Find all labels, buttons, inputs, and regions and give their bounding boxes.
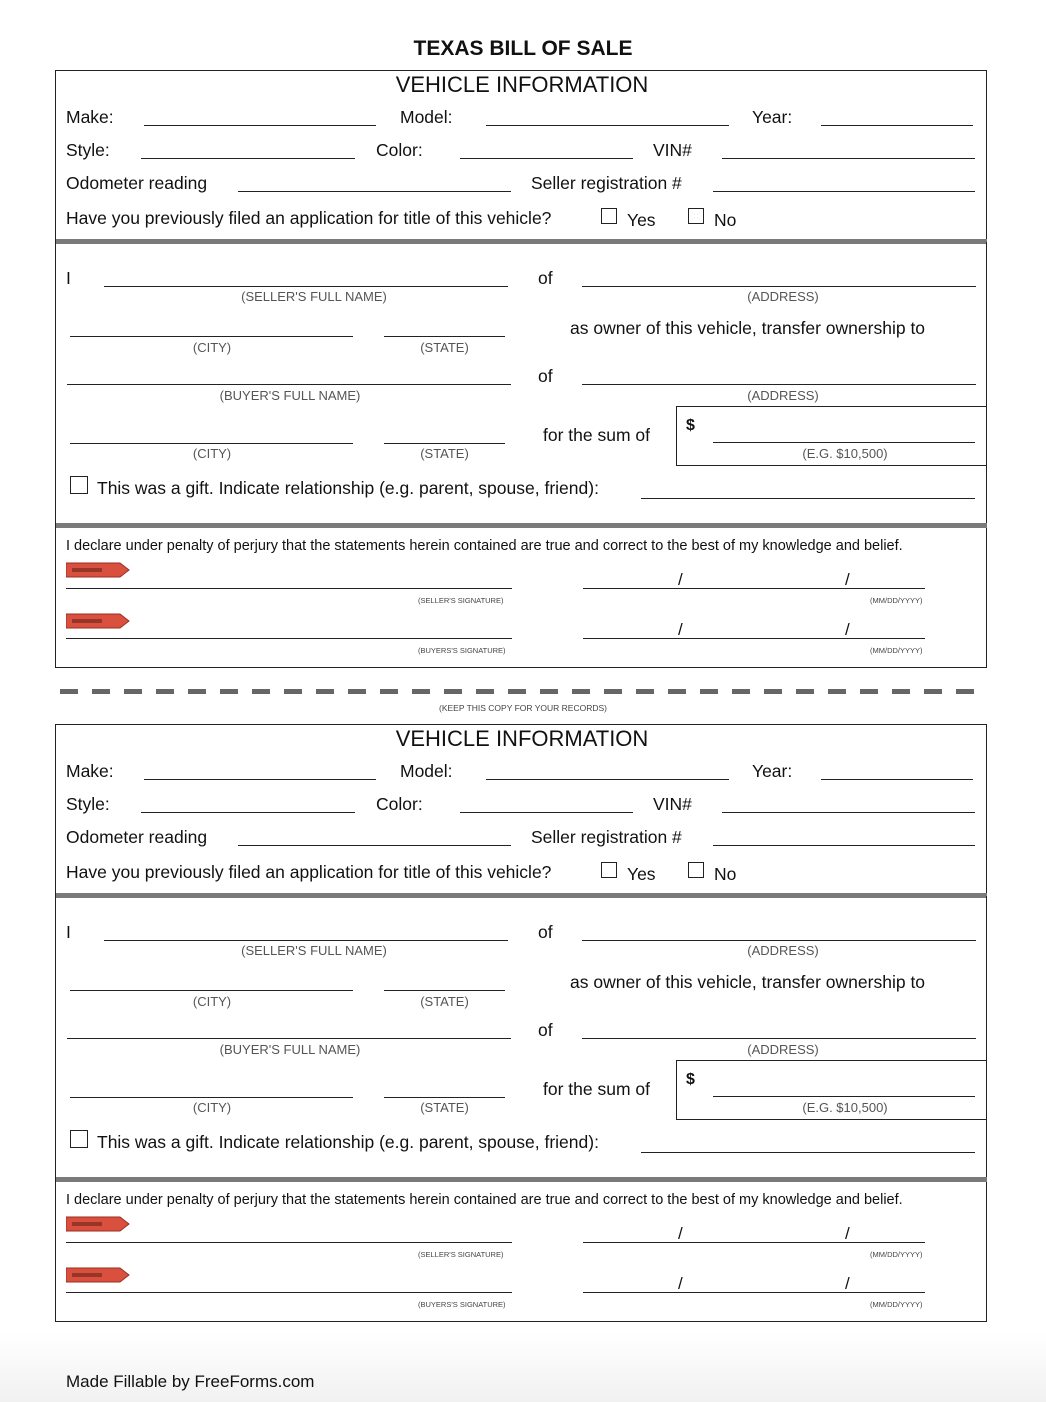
model-field[interactable] [486, 779, 729, 780]
vin-field[interactable] [722, 158, 975, 159]
buyer-address-field[interactable] [582, 1038, 976, 1039]
of-label-buyer: of [538, 366, 553, 386]
buyer-address-caption: (ADDRESS) [747, 1042, 819, 1057]
declaration-section [55, 528, 987, 668]
buyer-state-field[interactable] [384, 443, 505, 444]
odometer-field[interactable] [238, 845, 511, 846]
title-question: Have you previously filed an application for title of this vehicle? [66, 862, 552, 882]
transfer-section [55, 242, 987, 528]
seller-name-caption: (SELLER'S FULL NAME) [241, 289, 387, 304]
make-label: Make: [66, 761, 114, 781]
seller-signature-caption: (SELLER'S SIGNATURE) [418, 1250, 504, 1259]
model-field[interactable] [486, 125, 729, 126]
cut-line-dash [220, 689, 238, 694]
buyer-date-field[interactable] [583, 1292, 925, 1293]
seller-address-caption: (ADDRESS) [747, 289, 819, 304]
seller-date-caption: (MM/DD/YYYY) [870, 1250, 923, 1259]
seller-date-field[interactable] [583, 1242, 925, 1243]
vin-label: VIN# [653, 140, 692, 160]
seller-date-slash-2: / [845, 1224, 850, 1243]
i-label: I [66, 268, 71, 288]
make-field[interactable] [144, 779, 376, 780]
cut-line-dash [156, 689, 174, 694]
buyer-state-caption: (STATE) [420, 1100, 469, 1115]
cut-line-dash [604, 689, 622, 694]
form-title: TEXAS BILL OF SALE [413, 37, 633, 60]
cut-line-dash [892, 689, 910, 694]
seller-registration-field[interactable] [713, 845, 975, 846]
sign-here-arrow-icon[interactable] [66, 1216, 130, 1232]
dollar-sign: $ [686, 417, 695, 434]
buyer-signature-field[interactable] [66, 1292, 512, 1293]
make-label: Make: [66, 107, 114, 127]
seller-name-caption: (SELLER'S FULL NAME) [241, 943, 387, 958]
make-field[interactable] [144, 125, 376, 126]
cut-line-dash [316, 689, 334, 694]
form-copy-records [0, 724, 1046, 1324]
cut-line-dash [284, 689, 302, 694]
buyer-date-slash-2: / [845, 620, 850, 639]
style-label: Style: [66, 794, 110, 814]
no-checkbox[interactable] [688, 208, 704, 224]
i-label: I [66, 922, 71, 942]
dollar-sign: $ [686, 1071, 695, 1088]
sign-here-arrow-icon[interactable] [66, 562, 130, 578]
cut-line-dash [124, 689, 142, 694]
yes-checkbox[interactable] [601, 862, 617, 878]
cut-line-dash [380, 689, 398, 694]
color-field[interactable] [460, 158, 633, 159]
seller-address-field[interactable] [582, 286, 976, 287]
gift-checkbox[interactable] [70, 1130, 88, 1148]
cut-line-dash [348, 689, 366, 694]
seller-signature-field[interactable] [66, 1242, 512, 1243]
cut-line-dash [476, 689, 494, 694]
of-label: of [538, 922, 553, 942]
buyer-state-field[interactable] [384, 1097, 505, 1098]
buyer-city-caption: (CITY) [192, 1100, 232, 1115]
cut-line-dash [828, 689, 846, 694]
color-label: Color: [376, 794, 423, 814]
declaration-section [55, 1182, 987, 1322]
buyer-address-caption: (ADDRESS) [747, 388, 819, 403]
sum-field[interactable] [713, 1096, 975, 1097]
cut-line-dash [956, 689, 974, 694]
odometer-field[interactable] [238, 191, 511, 192]
buyer-date-caption: (MM/DD/YYYY) [870, 646, 923, 655]
vin-label: VIN# [653, 794, 692, 814]
cut-line-dash [700, 689, 718, 694]
buyer-date-slash-1: / [678, 620, 683, 639]
cut-line-dash [924, 689, 942, 694]
color-field[interactable] [460, 812, 633, 813]
seller-date-slash-1: / [678, 570, 683, 589]
buyer-name-caption: (BUYER'S FULL NAME) [219, 1042, 361, 1057]
seller-date-slash-1: / [678, 1224, 683, 1243]
seller-date-slash-2: / [845, 570, 850, 589]
buyer-state-caption: (STATE) [420, 446, 469, 461]
year-label: Year: [752, 107, 793, 127]
owner-transfer-text: as owner of this vehicle, transfer ownership to [570, 318, 926, 338]
gift-label: This was a gift. Indicate relationship (e.g. parent, spouse, friend): [97, 1132, 599, 1152]
seller-address-field[interactable] [582, 940, 976, 941]
cut-line-dash [796, 689, 814, 694]
gift-relationship-field[interactable] [641, 498, 975, 499]
buyer-name-field[interactable] [67, 1038, 511, 1039]
vehicle-info-section [55, 70, 987, 242]
cut-line-dash [668, 689, 686, 694]
cut-line-dash [764, 689, 782, 694]
buyer-signature-field[interactable] [66, 638, 512, 639]
cut-line-dash [252, 689, 270, 694]
seller-state-field[interactable] [384, 336, 505, 337]
seller-registration-label: Seller registration # [531, 827, 682, 847]
buyer-name-field[interactable] [67, 384, 511, 385]
seller-date-caption: (MM/DD/YYYY) [870, 596, 923, 605]
seller-name-field[interactable] [104, 286, 508, 287]
seller-date-field[interactable] [583, 588, 925, 589]
seller-name-field[interactable] [104, 940, 508, 941]
seller-state-caption: (STATE) [420, 340, 469, 355]
cut-line-dash [188, 689, 206, 694]
of-label: of [538, 268, 553, 288]
buyer-city-caption: (CITY) [192, 446, 232, 461]
vehicle-info-heading: VEHICLE INFORMATION [395, 72, 649, 97]
buyer-signature-caption: (BUYERS'S SIGNATURE) [418, 1300, 506, 1309]
style-field[interactable] [141, 812, 355, 813]
gift-label: This was a gift. Indicate relationship (e.g. parent, spouse, friend): [97, 478, 599, 498]
sum-label: for the sum of [543, 425, 650, 445]
cut-line-dash [732, 689, 750, 694]
cut-line-dash [540, 689, 558, 694]
buyer-date-field[interactable] [583, 638, 925, 639]
cut-line-dash [636, 689, 654, 694]
buyer-date-slash-2: / [845, 1274, 850, 1293]
seller-registration-label: Seller registration # [531, 173, 682, 193]
buyer-date-caption: (MM/DD/YYYY) [870, 1300, 923, 1309]
odometer-label: Odometer reading [66, 827, 208, 847]
model-label: Model: [400, 761, 453, 781]
seller-signature-field[interactable] [66, 588, 512, 589]
no-label: No [714, 864, 737, 884]
year-label: Year: [752, 761, 793, 781]
buyer-name-caption: (BUYER'S FULL NAME) [219, 388, 361, 403]
form-copy-original [0, 70, 1046, 670]
seller-address-caption: (ADDRESS) [747, 943, 819, 958]
owner-transfer-text: as owner of this vehicle, transfer ownership to [570, 972, 926, 992]
seller-signature-caption: (SELLER'S SIGNATURE) [418, 596, 504, 605]
seller-city-field[interactable] [70, 336, 353, 337]
cut-line-dash [60, 689, 78, 694]
no-label: No [714, 210, 737, 230]
vehicle-info-section [55, 724, 987, 896]
footer-credit: Made Fillable by FreeForms.com [66, 1372, 315, 1391]
cut-line-dash [412, 689, 430, 694]
seller-city-caption: (CITY) [192, 340, 232, 355]
of-label-buyer: of [538, 1020, 553, 1040]
buyer-address-field[interactable] [582, 384, 976, 385]
year-field[interactable] [821, 125, 973, 126]
title-question: Have you previously filed an application for title of this vehicle? [66, 208, 552, 228]
cut-line-dash [92, 689, 110, 694]
declaration-text: I declare under penalty of perjury that the statements herein contained are true and correct to the best of my knowledge and belief. [66, 538, 903, 554]
sum-label: for the sum of [543, 1079, 650, 1099]
vin-field[interactable] [722, 812, 975, 813]
buyer-signature-caption: (BUYERS'S SIGNATURE) [418, 646, 506, 655]
yes-checkbox[interactable] [601, 208, 617, 224]
cut-line-dash [860, 689, 878, 694]
seller-registration-field[interactable] [713, 191, 975, 192]
sum-example-caption: (E.G. $10,500) [802, 1100, 888, 1115]
transfer-section [55, 896, 987, 1182]
model-label: Model: [400, 107, 453, 127]
cut-line [60, 689, 988, 694]
seller-city-field[interactable] [70, 990, 353, 991]
odometer-label: Odometer reading [66, 173, 208, 193]
yes-label: Yes [627, 210, 656, 230]
seller-city-caption: (CITY) [192, 994, 232, 1009]
no-checkbox[interactable] [688, 862, 704, 878]
sum-field[interactable] [713, 442, 975, 443]
declaration-text: I declare under penalty of perjury that the statements herein contained are true and correct to the best of my knowledge and belief. [66, 1192, 903, 1208]
buyer-date-slash-1: / [678, 1274, 683, 1293]
sign-here-arrow-icon[interactable] [66, 1267, 130, 1283]
buyer-city-field[interactable] [70, 1097, 353, 1098]
vehicle-info-heading: VEHICLE INFORMATION [395, 726, 649, 751]
year-field[interactable] [821, 779, 973, 780]
style-field[interactable] [141, 158, 355, 159]
keep-copy-note: (KEEP THIS COPY FOR YOUR RECORDS) [439, 703, 607, 713]
style-label: Style: [66, 140, 110, 160]
seller-state-caption: (STATE) [420, 994, 469, 1009]
color-label: Color: [376, 140, 423, 160]
seller-state-field[interactable] [384, 990, 505, 991]
sum-example-caption: (E.G. $10,500) [802, 446, 888, 461]
gift-checkbox[interactable] [70, 476, 88, 494]
cut-line-dash [572, 689, 590, 694]
gift-relationship-field[interactable] [641, 1152, 975, 1153]
yes-label: Yes [627, 864, 656, 884]
cut-line-dash [444, 689, 462, 694]
buyer-city-field[interactable] [70, 443, 353, 444]
cut-line-dash [508, 689, 526, 694]
sign-here-arrow-icon[interactable] [66, 613, 130, 629]
